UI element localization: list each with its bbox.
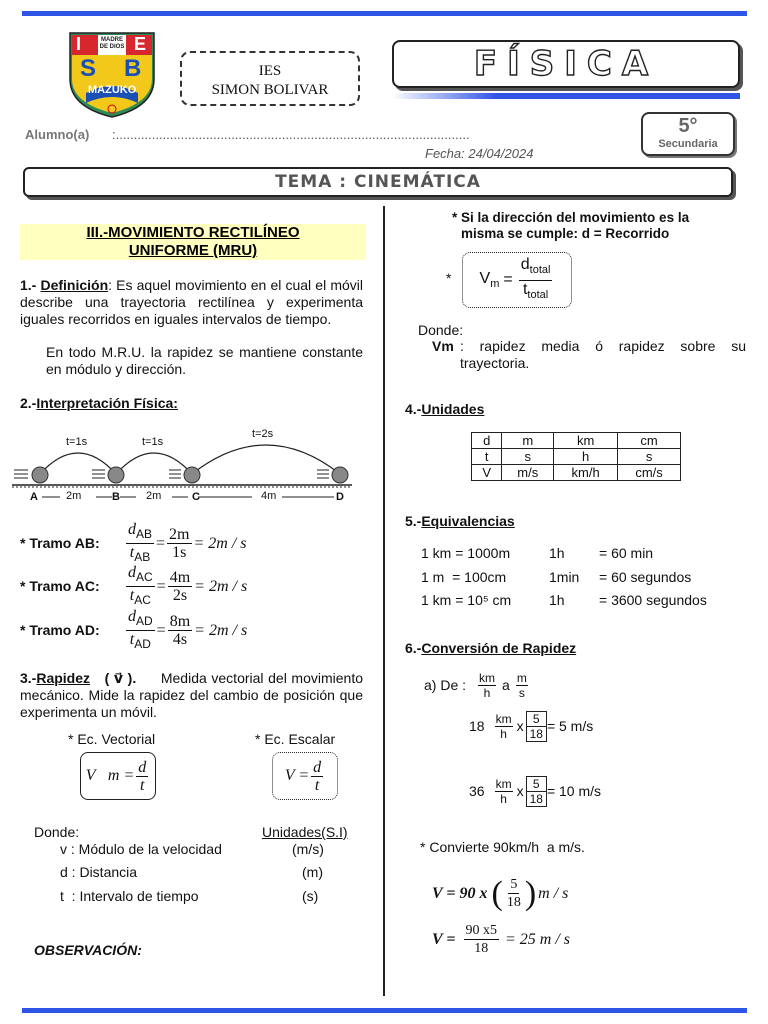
- school-line-2: SIMON BOLIVAR: [211, 82, 329, 98]
- section-title-line-2: UNIFORME (MRU): [128, 242, 258, 259]
- table-row: [472, 449, 681, 465]
- condition-line-1: * Si la dirección del movimiento es la: [452, 210, 690, 225]
- diagram-d3: 4m: [261, 490, 277, 502]
- vm-total-fraction: $\frac{d_{total}}{t_{total}}$: [520, 256, 551, 301]
- vm-total-box: [462, 252, 572, 308]
- equiv-row-1-c: = 60 min: [599, 545, 654, 561]
- diagram-point-d: D: [336, 491, 344, 503]
- equiv-row-3-a: 1 km = 10⁵ cm: [421, 592, 512, 608]
- equiv-row-2-b: 1min: [549, 569, 580, 585]
- table-cell: cm/s: [618, 465, 681, 481]
- diagram-t2: t=1s: [142, 436, 164, 448]
- school-logo: [66, 29, 158, 119]
- rapidez-number: 3.-: [20, 670, 37, 686]
- condition-line-2: misma se cumple: d = Recorrido: [461, 226, 670, 241]
- convert-prompt: * Convierte 90km/h a m/s.: [420, 839, 585, 855]
- var-t: t : Intervalo de tiempo: [60, 888, 199, 904]
- table-cell: t: [472, 449, 502, 465]
- diagram-point-c: C: [192, 491, 200, 503]
- donde-right: Donde:: [418, 322, 464, 338]
- diagram-d1: 2m: [66, 490, 82, 502]
- definition-block: [20, 277, 363, 328]
- conv-a-line: a) De : $\frac{km}{h}$ a $\frac{m}{s}$: [424, 671, 527, 700]
- tramo-ad-values: $\frac{8m}{4s}$: [169, 613, 191, 649]
- logo-letter-s: S: [80, 55, 97, 82]
- solution-1: V = 90 x ( $\frac{5}{18}$ ) m / s: [432, 874, 569, 912]
- vm-def-symbol: Vm: [432, 338, 454, 354]
- equiv-row-1-a: 1 km = 1000m: [421, 545, 511, 561]
- logo-letter-i: I: [76, 34, 82, 54]
- logo-letter-e: E: [134, 34, 147, 54]
- ec-vectorial-box: [80, 752, 156, 800]
- diagram-point-a: A: [30, 491, 38, 503]
- equiv-row-1-b: 1h: [549, 545, 565, 561]
- mru-trajectory-svg: [12, 424, 362, 508]
- table-cell: s: [502, 449, 554, 465]
- var-d: d : Distancia: [60, 864, 138, 880]
- var-t-unit: (s): [302, 888, 319, 904]
- tramo-ab-result: = 2m / s: [193, 534, 247, 552]
- table-cell: cm: [618, 433, 681, 449]
- donde-left: Donde:: [34, 824, 80, 840]
- equiv-row-2-c: = 60 segundos: [599, 569, 692, 585]
- definition-text-1: : Es aquel movimiento en el cual el móvil describe una trayectoria rectilínea y experimenta iguales recorridos en iguales intervalos de tiempo.: [20, 277, 363, 327]
- interpretation-heading: [20, 395, 178, 412]
- tramo-ad: * Tramo AD: $\frac{d_{AD}}{t_{AD}}$ = $\frac{8m}{4s}$ = 2m / s: [20, 608, 248, 652]
- vm-star: *: [446, 270, 452, 286]
- table-cell: km: [554, 433, 618, 449]
- school-name-box: [180, 51, 360, 106]
- vm-eq: =: [503, 271, 513, 288]
- interpretation-number: 2.-: [20, 395, 37, 411]
- definition-text-2: En todo M.R.U. la rapidez se mantiene constante en módulo y dirección.: [46, 344, 363, 377]
- units-heading: 4.-Unidades: [405, 401, 485, 417]
- tramo-ad-lhs: $\frac{d_{AD}}{t_{AD}}$: [128, 608, 153, 652]
- interpretation-label: Interpretación Física:: [36, 395, 178, 411]
- section-title-box: [20, 224, 366, 260]
- equiv-row-3-b: 1h: [549, 592, 565, 608]
- table-cell: m/s: [502, 465, 554, 481]
- table-row: [472, 465, 681, 481]
- ec-vectorial-label: * Ec. Vectorial: [68, 731, 156, 747]
- conv-example-1: 18 $\frac{km}{h}$ x $\frac{5}{18}$ = 5 m/s: [469, 712, 594, 741]
- tramo-ab: * Tramo AB: $\frac{d_{AB}}{t_{AB}}$ = $\frac{2m}{1s}$ = 2m / s: [20, 521, 247, 565]
- conv-heading: 6.-Conversión de Rapidez: [405, 640, 577, 656]
- observacion: OBSERVACIÓN:: [34, 942, 142, 958]
- definition-number: 1.-: [20, 277, 37, 293]
- ec-escalar-label: * Ec. Escalar: [255, 731, 336, 747]
- top-bar: [22, 11, 747, 16]
- grade-box: [641, 112, 735, 156]
- logo-madre-de-dios: MADRE DE DIOS: [99, 37, 125, 50]
- units-table: [471, 432, 681, 481]
- logo-letter-b: B: [124, 55, 142, 82]
- student-name-field[interactable]: :..................................................................................................: [112, 127, 470, 142]
- tramo-ac: * Tramo AC: $\frac{d_{AC}}{t_{AC}}$ = $\frac{4m}{2s}$ = 2m / s: [20, 564, 248, 608]
- subject-title-frame: [392, 40, 740, 88]
- student-label: Alumno(a): [25, 127, 90, 142]
- bottom-bar: [22, 1008, 747, 1013]
- vm-lhs: V⃗m =: [85, 767, 135, 784]
- rapidez-block: [20, 670, 363, 721]
- ec-escalar-box: [272, 752, 338, 800]
- table-cell: m: [502, 433, 554, 449]
- diagram-d2: 2m: [146, 490, 162, 502]
- tramo-ad-result: = 2m / s: [194, 621, 248, 639]
- equiv-row-2-a: 1 m = 100cm: [421, 569, 507, 585]
- column-divider: [383, 206, 385, 996]
- table-cell: d: [472, 433, 502, 449]
- tramo-ab-lhs: $\frac{d_{AB}}{t_{AB}}$: [128, 521, 153, 565]
- table-cell: V: [472, 465, 502, 481]
- tramo-ac-lhs: $\frac{d_{AC}}{t_{AC}}$: [128, 564, 153, 608]
- vm-def-text: : rapidez media ó rapidez sobre su trayectoria.: [460, 338, 746, 371]
- grade-number: 5°: [678, 115, 698, 137]
- rapidez-label: Rapidez: [36, 670, 91, 686]
- tramo-ac-values: $\frac{4m}{2s}$: [169, 569, 191, 605]
- unidades-si: Unidades(S.I): [262, 824, 348, 840]
- section-title-line-1: III.-MOVIMIENTO RECTILÍNEO: [86, 224, 300, 241]
- tramo-ac-label: * Tramo AC:: [20, 578, 100, 595]
- equiv-row-3-c: = 3600 segundos: [599, 592, 707, 608]
- diagram-t3: t=2s: [252, 428, 274, 440]
- grade-level: Secundaria: [658, 138, 718, 150]
- table-cell: s: [618, 449, 681, 465]
- var-v-unit: (m/s): [292, 841, 324, 857]
- diagram-t1: t=1s: [66, 436, 88, 448]
- date-text: Fecha: 24/04/2024: [425, 146, 534, 161]
- equiv-heading: 5.-Equivalencias: [405, 513, 515, 529]
- subject-underline: [392, 93, 740, 99]
- school-line-1: IES: [258, 63, 282, 79]
- tramo-ab-values: $\frac{2m}{1s}$: [169, 526, 190, 562]
- tramo-ad-label: * Tramo AD:: [20, 622, 100, 639]
- vm-fraction: $\frac{d}{t}$: [138, 758, 147, 794]
- rapidez-symbol: ( v⃗ ).: [104, 670, 137, 686]
- mru-diagram: [12, 424, 362, 508]
- topic-banner: TEMA : CINEMÁTICA: [23, 167, 733, 197]
- tramo-ac-result: = 2m / s: [194, 577, 248, 595]
- conv-example-2: 36 $\frac{km}{h}$ x $\frac{5}{18}$ = 10 m/s: [469, 777, 602, 806]
- vm-symbol: $V_m$: [479, 269, 500, 291]
- logo-ribbon-text: MAZUKO: [88, 84, 137, 96]
- v-lhs: V =: [284, 767, 310, 784]
- diagram-point-b: B: [112, 491, 120, 503]
- v-fraction: $\frac{d}{t}$: [313, 758, 322, 794]
- table-row: [472, 433, 681, 449]
- var-d-unit: (m): [302, 864, 323, 880]
- definition-label: Definición: [40, 277, 109, 293]
- subject-title: FÍSICA: [473, 44, 659, 84]
- tramo-ab-label: * Tramo AB:: [20, 535, 100, 552]
- table-cell: km/h: [554, 465, 618, 481]
- table-cell: h: [554, 449, 618, 465]
- solution-2: V = $\frac{90 x5}{18}$ = 25 m / s: [432, 923, 571, 956]
- var-v: v : Módulo de la velocidad: [60, 841, 222, 857]
- rapidez-text: Medida vectorial del movimiento mecánico. Mide la rapidez del cambio de posición que experimenta un móvil.: [20, 670, 364, 720]
